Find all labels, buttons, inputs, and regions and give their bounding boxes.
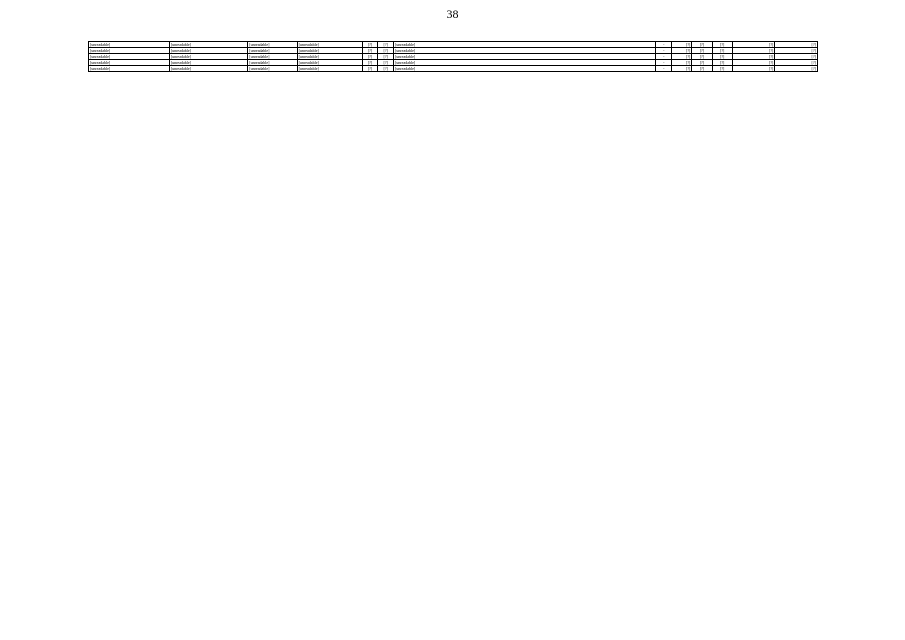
cost-cell: [?]	[732, 54, 775, 60]
district-cell: [unreadable]	[89, 54, 170, 60]
area-cell: [?]	[672, 42, 692, 48]
cost-cell: [?]	[732, 48, 775, 54]
area-cell: [?]	[672, 66, 692, 72]
area-cell: [?]	[672, 48, 692, 54]
start-year-cell: [?]	[692, 48, 712, 54]
registry-table	[88, 41, 818, 72]
house-number-cell: [?]	[362, 66, 378, 72]
end-year-cell: [?]	[712, 48, 732, 54]
build-year-cell: [?]	[378, 42, 394, 48]
build-year-cell: [?]	[378, 48, 394, 54]
dash-cell: -	[656, 48, 672, 54]
work-type-cell: [unreadable]	[394, 42, 656, 48]
locality-cell: [unreadable]	[248, 66, 297, 72]
cost-cell: [?]	[732, 60, 775, 66]
cost-total-cell: [?]	[775, 54, 818, 60]
street-cell: [unreadable]	[297, 66, 362, 72]
build-year-cell: [?]	[378, 66, 394, 72]
settlement-cell: [unreadable]	[169, 66, 248, 72]
end-year-cell: [?]	[712, 60, 732, 66]
build-year-cell: [?]	[378, 60, 394, 66]
area-cell: [?]	[672, 54, 692, 60]
cost-total-cell: [?]	[775, 60, 818, 66]
registry-table-body	[89, 42, 818, 72]
street-cell: [unreadable]	[297, 42, 362, 48]
page-number: 38	[446, 7, 459, 21]
house-number-cell: [?]	[362, 48, 378, 54]
registry-table-container	[88, 41, 818, 631]
start-year-cell: [?]	[692, 42, 712, 48]
start-year-cell: [?]	[692, 60, 712, 66]
end-year-cell: [?]	[712, 42, 732, 48]
end-year-cell: [?]	[712, 66, 732, 72]
settlement-cell: [unreadable]	[169, 48, 248, 54]
dash-cell: -	[656, 60, 672, 66]
work-type-cell: [unreadable]	[394, 48, 656, 54]
locality-cell: [unreadable]	[248, 42, 297, 48]
dash-cell: -	[656, 42, 672, 48]
district-cell: [unreadable]	[89, 66, 170, 72]
end-year-cell: [?]	[712, 54, 732, 60]
house-number-cell: [?]	[362, 42, 378, 48]
dash-cell: -	[656, 54, 672, 60]
locality-cell: [unreadable]	[248, 54, 297, 60]
area-cell: [?]	[672, 60, 692, 66]
work-type-cell: [unreadable]	[394, 60, 656, 66]
street-cell: [unreadable]	[297, 60, 362, 66]
work-type-cell: [unreadable]	[394, 66, 656, 72]
house-number-cell: [?]	[362, 60, 378, 66]
street-cell: [unreadable]	[297, 54, 362, 60]
start-year-cell: [?]	[692, 66, 712, 72]
district-cell: [unreadable]	[89, 60, 170, 66]
cost-total-cell: [?]	[775, 48, 818, 54]
street-cell: [unreadable]	[297, 48, 362, 54]
dash-cell: -	[656, 66, 672, 72]
settlement-cell: [unreadable]	[169, 42, 248, 48]
cost-total-cell: [?]	[775, 66, 818, 72]
start-year-cell: [?]	[692, 54, 712, 60]
cost-cell: [?]	[732, 42, 775, 48]
cost-total-cell: [?]	[775, 42, 818, 48]
locality-cell: [unreadable]	[248, 48, 297, 54]
house-number-cell: [?]	[362, 54, 378, 60]
table-row	[89, 66, 818, 72]
build-year-cell: [?]	[378, 54, 394, 60]
district-cell: [unreadable]	[89, 42, 170, 48]
district-cell: [unreadable]	[89, 48, 170, 54]
locality-cell: [unreadable]	[248, 60, 297, 66]
settlement-cell: [unreadable]	[169, 54, 248, 60]
cost-cell: [?]	[732, 66, 775, 72]
work-type-cell: [unreadable]	[394, 54, 656, 60]
settlement-cell: [unreadable]	[169, 60, 248, 66]
